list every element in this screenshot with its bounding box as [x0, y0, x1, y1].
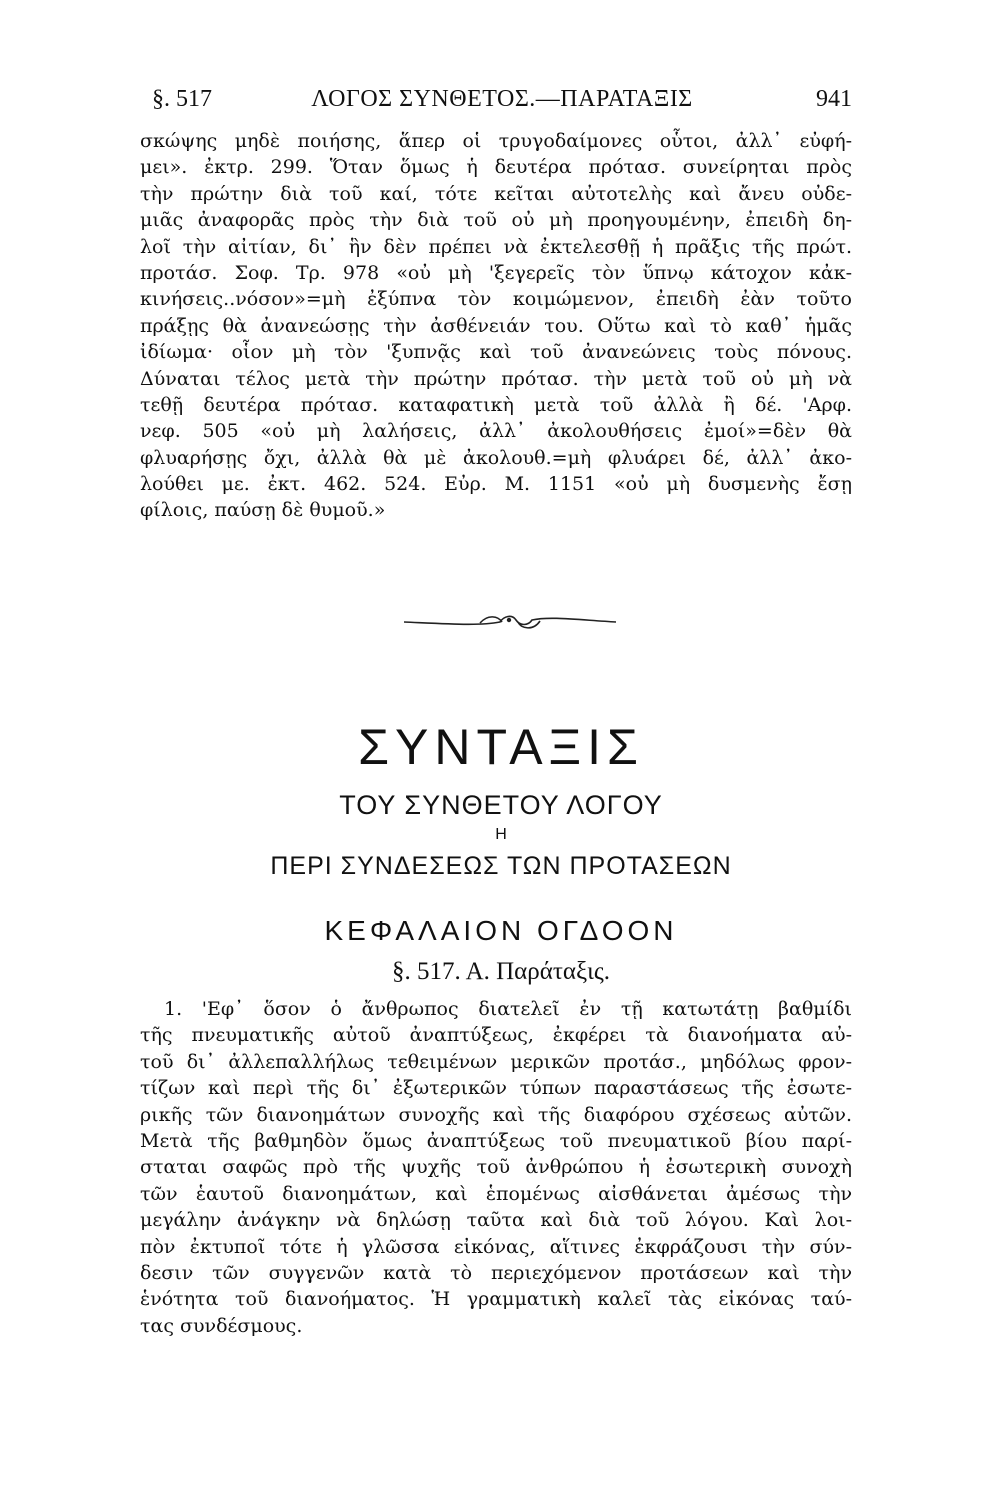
text-line: μεγάλην ἀνάγκην νὰ δηλώσῃ ταῦτα καὶ διὰ τοῦ λόγου. Καὶ λοι-	[140, 1209, 852, 1232]
text-line: σκώψης μηδὲ ποιήσης, ἅπερ οἱ τρυγοδαίμονες οὗτοι, ἀλλ᾽ εὐφή-	[140, 130, 852, 152]
chapter-heading: ΚΕΦΑΛΑΙΟΝ ΟΓΔΟΟΝ	[324, 915, 678, 946]
page-number: 941	[816, 86, 852, 112]
text-line: τοῦ δι᾽ ἀλλεπαλλήλως τεθειμένων μερικῶν προτάσ., μηδόλως φρον-	[140, 1050, 852, 1073]
text-line: τεθῇ δευτέρα πρότασ. καταφατικὴ μετὰ τοῦ ἀλλὰ ἢ δέ. 'Αρφ.	[140, 393, 852, 416]
text-line: ἑνότητα τοῦ διανοήματος. Ἡ γραμματικὴ καλεῖ τὰς εἰκόνας ταύ-	[140, 1288, 852, 1311]
text-line: ἰδίωμα· οἷον μὴ τὸν 'ξυπνᾷς καὶ τοῦ ἀνανεώνεις τοὺς πόνους.	[140, 341, 852, 364]
continuation-paragraph	[140, 128, 852, 524]
text-line: πράξῃς θὰ ἀνανεώσῃς τὴν ἀσθένειάν του. Οὕτω καὶ τὸ καθ᾽ ἡμᾶς	[140, 314, 852, 337]
paragraph-heading: §. 517. Α. Παράταξις.	[391, 958, 611, 985]
text-line: μει». ἐκτρ. 299. Ὅταν ὅμως ἡ δευτέρα πρότασ. συνείρηται πρὸς	[140, 156, 852, 179]
text-line: τῶν ἑαυτοῦ διανοημάτων, καὶ ἑπομένως αἰσθάνεται ἀμέσως τὴν	[140, 1182, 852, 1205]
main-title: ΣΥΝΤΑΞΙΣ	[358, 719, 644, 775]
text-line: τὴν πρώτην διὰ τοῦ καί, τότε κεῖται αὐτοτελὴς καὶ ἄνευ οὐδε-	[140, 182, 852, 205]
section-paragraph	[140, 996, 852, 1339]
text-line: λούθει με. ἐκτ. 462. 524. Εὐρ. Μ. 1151 «οὐ μὴ δυσμενὴς ἔσῃ	[140, 473, 852, 496]
alternate-subtitle: ΠΕΡΙ ΣΥΝΔΕΣΕΩΣ ΤΩΝ ΠΡΟΤΑΣΕΩΝ	[270, 852, 732, 880]
text-line: 1. 'Εφ᾽ ὅσον ὁ ἄνθρωπος διατελεῖ ἐν τῇ κατωτάτῃ βαθμίδι	[164, 998, 852, 1020]
text-line: τίζων καὶ περὶ τῆς δι᾽ ἐξωτερικῶν τύπων παραστάσεως τῆς ἐσωτε-	[140, 1077, 852, 1100]
ornamental-divider	[400, 608, 620, 636]
text-line: προτάσ. Σοφ. Τρ. 978 «οὐ μὴ 'ξεγερεῖς τὸν ὕπνῳ κάτοχον κἀκ-	[140, 261, 852, 284]
header-title: ΛΟΓΟΣ ΣΥΝΘΕΤΟΣ.—ΠΑΡΑΤΑΞΙΣ	[311, 86, 693, 112]
header-section-number: §. 517	[152, 86, 212, 112]
text-line: δεσιν τῶν συγγενῶν κατὰ τὸ περιεχόμενον προτάσεων καὶ τὴν	[140, 1261, 852, 1284]
text-line: νεφ. 505 «οὐ μὴ λαλήσεις, ἀλλ᾽ ἀκολουθήσεις ἐμοί»=δὲν θὰ	[140, 420, 852, 443]
running-header	[152, 86, 852, 120]
subtitle: ΤΟΥ ΣΥΝΘΕΤΟΥ ΛΟΓΟΥ	[339, 790, 663, 820]
text-line: σταται σαφῶς πρὸ τῆς ψυχῆς τοῦ ἀνθρώπου ἡ ἐσωτερικὴ συνοχὴ	[140, 1156, 852, 1179]
text-line: μιᾶς ἀναφορᾶς πρὸς τὴν διὰ τοῦ οὐ μὴ προηγουμένην, ἐπειδὴ δη-	[140, 209, 852, 232]
text-line: κινήσεις..νόσον»=μὴ ἐξύπνα τὸν κοιμώμενον, ἐπειδὴ ἐὰν τοῦτο	[140, 288, 852, 311]
text-line: πὸν ἐκτυποῖ τότε ἡ γλῶσσα εἰκόνας, αἵτινες ἐκφράζουσι τὴν σύν-	[140, 1235, 852, 1258]
text-line: τας συνδέσμους.	[140, 1314, 303, 1337]
text-line: τῆς πνευματικῆς αὐτοῦ ἀναπτύξεως, ἐκφέρει τὰ διανοήματα αὐ-	[140, 1024, 852, 1047]
text-line: ρικῆς τῶν διανοημάτων συνοχῆς καὶ τῆς διαφόρου σχέσεως αὐτῶν.	[140, 1103, 852, 1126]
subtitle-connector: Η	[495, 826, 507, 843]
text-line: Μετὰ τῆς βαθμηδὸν ὅμως ἀναπτύξεως τοῦ πνευματικοῦ βίου παρί-	[140, 1129, 852, 1152]
text-line: φίλοις, παύσῃ δὲ θυμοῦ.»	[140, 499, 386, 522]
text-line: Δύναται τέλος μετὰ τὴν πρώτην πρότασ. τὴν μετὰ τοῦ οὐ μὴ νὰ	[140, 367, 852, 390]
text-line: λοῖ τὴν αἰτίαν, δι᾽ ἣν δὲν πρέπει νὰ ἐκτελεσθῇ ἡ πρᾶξις τῆς πρώτ.	[140, 235, 852, 258]
text-line: φλυαρήσῃς ὄχι, ἀλλὰ θὰ μὲ ἀκολουθ.=μὴ φλυάρει δέ, ἀλλ᾽ ἀκο-	[140, 446, 852, 469]
